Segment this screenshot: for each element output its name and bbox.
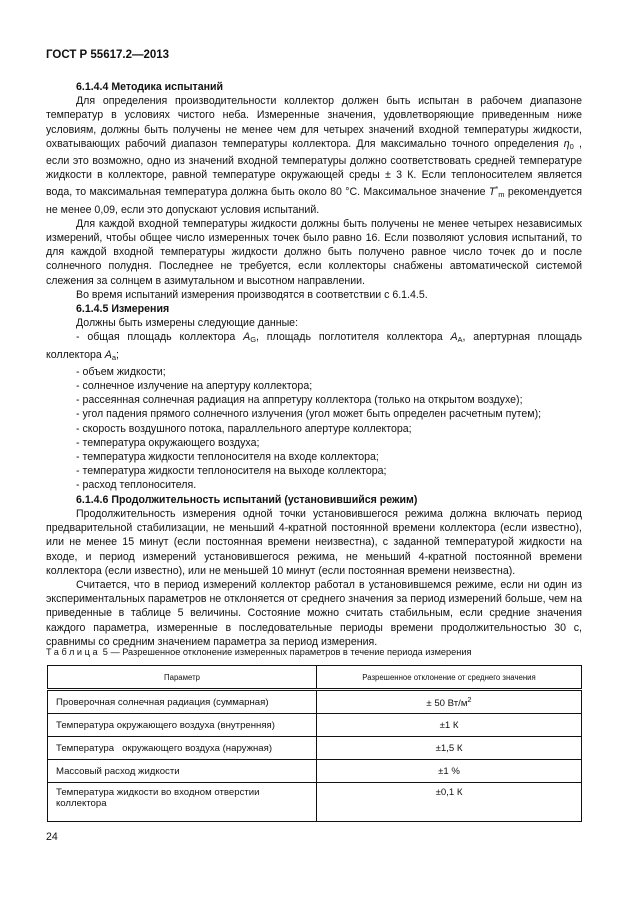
paragraph: Для каждой входной температуры жидкости должны быть получены не менее четырех независимых измерений, чтобы общее число измеренных точек было равно 16. Если позволяют условия испытаний, то для каждой входной температуры жидкости должно быть получено равное число точек до и после солнечного полудня. Последнее не требуется, если коллекторы снабжены автоматической системой слежения за солнцем в азимутальном и высотном направлении. — [46, 217, 582, 287]
deviation-table — [47, 665, 582, 822]
paragraph: Продолжительность измерения одной точки установившегося режима должна включать период предварительной стабилизации, не меньший 4-кратной постоянной времени коллектора (если известно), или не менее 15 минут (если постоянная времени неизвестна), с заданной температурой жидкости на входе, и период измерений установившегося режима, не меньший 4-кратной постоянной времени коллектора (если известно), или не меньшей 10 минут (если постоянная времени неизвестна). — [46, 507, 582, 577]
paragraph: Должны быть измерены следующие данные: — [76, 317, 299, 330]
section-heading-6-1-4-6: 6.1.4.6 Продолжительность испытаний (установившийся режим) — [76, 493, 418, 506]
table-row — [48, 690, 582, 714]
page-number: 24 — [46, 831, 58, 843]
table-caption-text: — Разрешенное отклонение измеренных параметров в течение периода измерения — [107, 647, 472, 657]
text: , если это возможно, одно из значений входной температуры должно соответствовать средней температуре жидкости в коллекторе, равной температуре окружающей среды ± 3 К. Если теплоносителем является вода, то максимальная температура должна быть около 80 °С. Максимальное значение — [46, 137, 583, 199]
text: ; — [116, 348, 119, 361]
cell-parameter: Температура окружающего воздуха (внутренняя) — [48, 714, 317, 737]
subscript: G — [250, 335, 257, 345]
superscript: * — [495, 184, 499, 194]
symbol: η — [563, 137, 570, 150]
document-header: ГОСТ Р 55617.2—2013 — [46, 49, 170, 61]
section-heading-6-1-4-4: 6.1.4.4 Методика испытаний — [76, 81, 224, 93]
cell-deviation — [317, 690, 582, 714]
eta-symbol — [564, 138, 574, 150]
paragraph-areas — [46, 330, 582, 364]
cell-deviation: ±0,1 К — [317, 783, 582, 822]
document-body — [46, 80, 582, 649]
section-heading-6-1-4-5: 6.1.4.5 Измерения — [76, 303, 170, 316]
symbol: T — [488, 186, 496, 199]
list-item: - угол падения прямого солнечного излучения (угол может быть определен расчетным путем); — [76, 408, 542, 421]
list-item: - солнечное излучение на апертуру коллектора; — [76, 380, 313, 393]
a-g-symbol — [243, 331, 256, 343]
text: - общая площадь коллектора — [76, 331, 244, 344]
table-caption — [46, 647, 586, 657]
table-header-row — [48, 666, 582, 690]
t-m-symbol — [489, 186, 505, 198]
paragraph: Во время испытаний измерения производятся в соответствии с 6.1.4.5. — [76, 288, 428, 301]
symbol: A — [104, 348, 112, 361]
column-header-parameter: Параметр — [48, 666, 317, 690]
cell-parameter: Проверочная солнечная радиация (суммарная) — [48, 690, 317, 714]
text: , площадь поглотителя коллектора — [256, 331, 451, 344]
list-item: - температура жидкости теплоносителя на выходе коллектора; — [76, 465, 387, 478]
table-caption-number: 5 — [102, 647, 108, 657]
list-item: - температура окружающего воздуха; — [76, 436, 260, 449]
column-header-deviation: Разрешенное отклонение от среднего значения — [317, 666, 582, 690]
table-caption-label: Таблица — [46, 647, 101, 657]
list-item: - расход теплоносителя. — [76, 479, 197, 492]
subscript: m — [498, 190, 505, 200]
cell-parameter: Температура окружающего воздуха (наружная) — [48, 737, 317, 760]
cell-parameter: Температура жидкости во входном отверстии коллектора — [48, 783, 317, 822]
list-item: - объем жидкости; — [76, 365, 166, 378]
text: , апертурная площадь коллектора — [46, 331, 583, 361]
symbol: A — [243, 331, 251, 344]
cell-deviation: ±1 % — [317, 760, 582, 783]
table-row — [48, 737, 582, 760]
subscript: A — [457, 335, 463, 345]
text: Для определения производительности коллектор должен быть испытан в рабочем диапазоне температур в условиях чистого неба. Измеренные значения, удовлетворяющие приведенным ниже условиям, должны быть получены не менее чем для четырех значений входной температуры жидкости, охватывающих рабочий диапазон температуры коллектора. Для максимально точного определения — [46, 95, 582, 150]
subscript: 0 — [569, 141, 574, 151]
cell-deviation: ±1,5 К — [317, 737, 582, 760]
a-a-symbol — [450, 331, 462, 343]
list-item: - скорость воздушного потока, параллельного апертуре коллектора; — [76, 422, 412, 435]
list-item: - рассеянная солнечная радиация на аппретуру коллектора (только на открытом воздухе); — [76, 394, 523, 407]
paragraph: Считается, что в период измерений коллектор работал в установившемся режиме, если ни один из экспериментальных параметров не отклоняется от среднего значения за период измерений больше, чем на приведенные в таблице 5 величины. Состояние можно считать стабильным, если средние значения каждого параметра, измеренные в последовательные периоды времени продолжительностью 30 с, сравнимы со средним значением параметра за период измерения. — [46, 578, 582, 648]
subscript: a — [111, 352, 117, 362]
cell-deviation: ±1 К — [317, 714, 582, 737]
list-item: - температура жидкости теплоносителя на входе коллектора; — [76, 451, 379, 464]
table-row — [48, 714, 582, 737]
a-aperture-symbol — [105, 349, 116, 361]
superscript: 2 — [467, 695, 472, 704]
text: рекомендуется не менее 0,09, если это допускают условия испытаний. — [46, 186, 582, 216]
paragraph — [46, 94, 582, 217]
value: ± 50 Вт/м — [426, 698, 468, 709]
symbol: A — [450, 331, 458, 344]
table-row — [48, 760, 582, 783]
cell-parameter: Массовый расход жидкости — [48, 760, 317, 783]
table-row — [48, 783, 582, 822]
